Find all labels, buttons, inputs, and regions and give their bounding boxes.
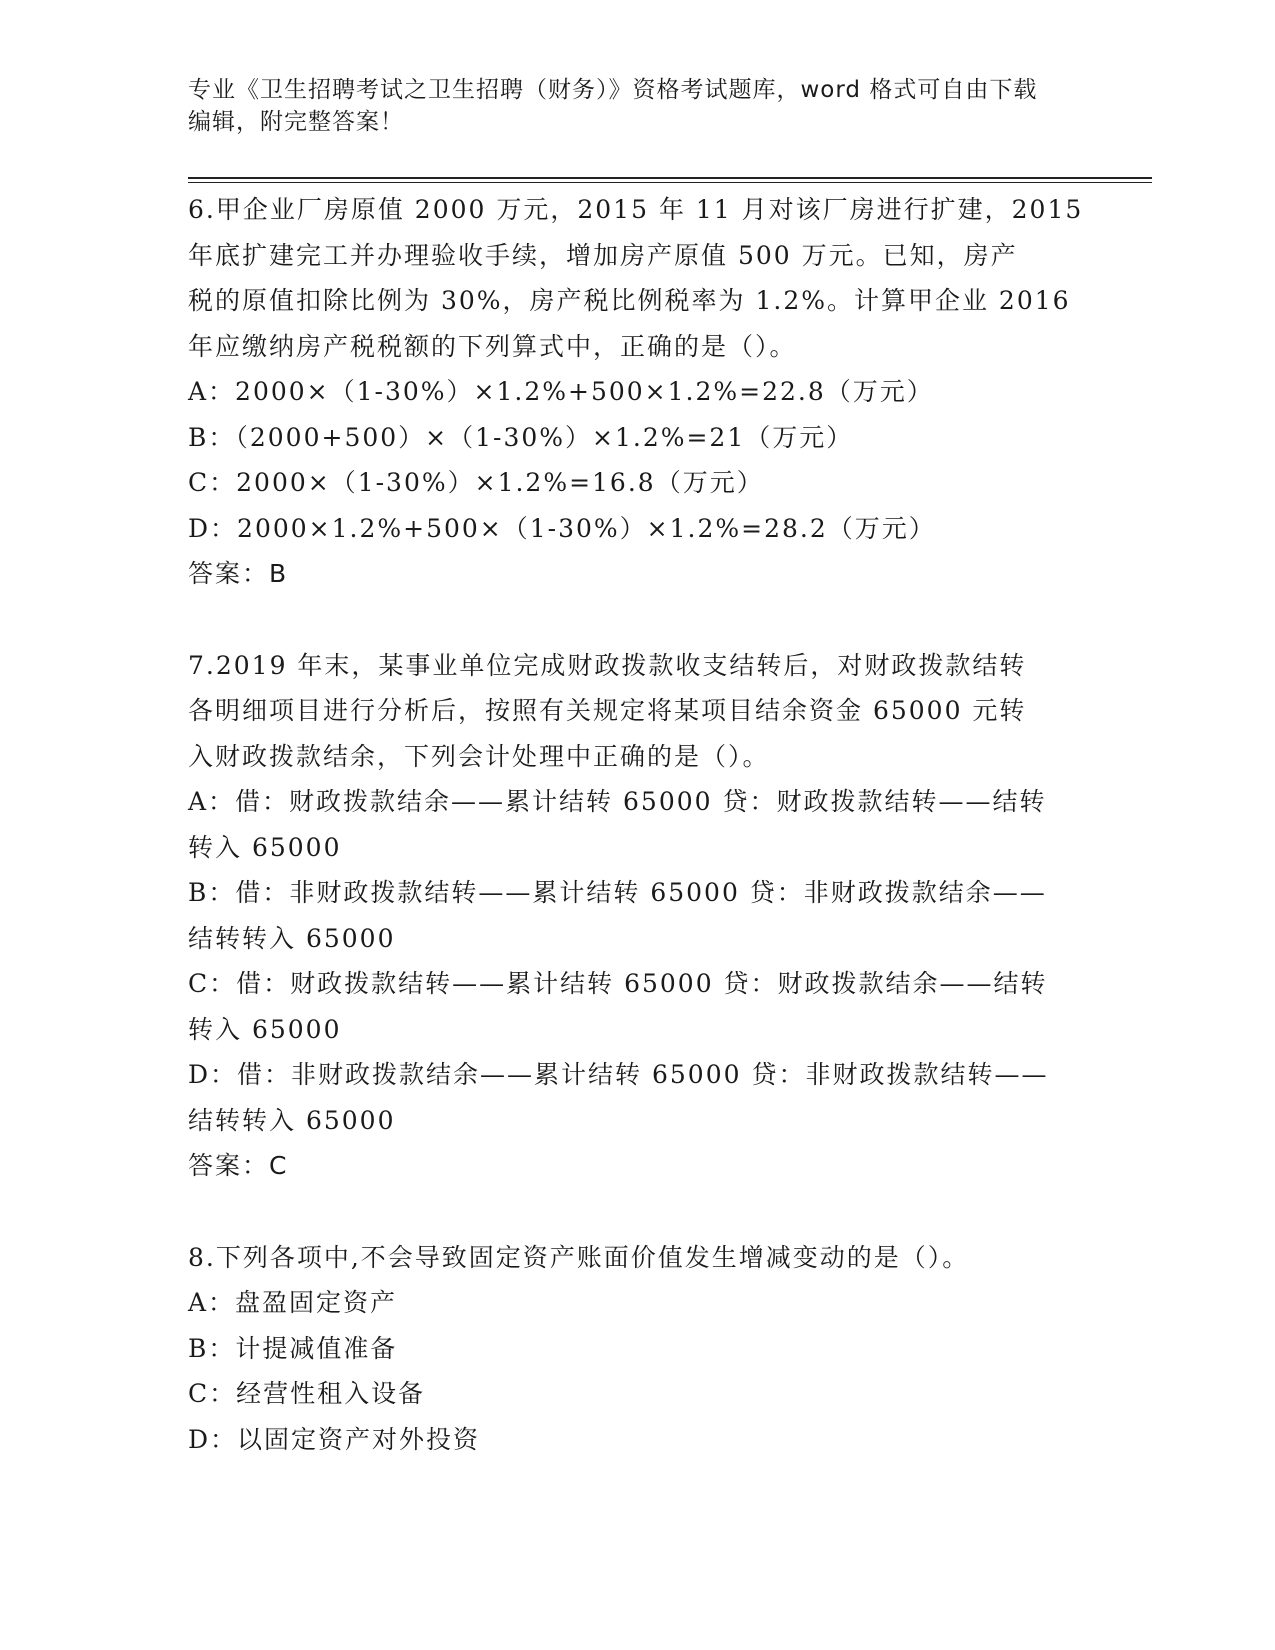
option-b: B：计提减值准备	[188, 1333, 398, 1363]
question-stem-line: 入财政拨款结余，下列会计处理中正确的是（）。	[188, 741, 770, 771]
question-stem-line: 年应缴纳房产税税额的下列算式中，正确的是（）。	[188, 331, 797, 361]
answer-label: 答案：C	[188, 1151, 289, 1180]
option-b-continued: 结转转入 65000	[188, 923, 396, 953]
question-6	[188, 187, 1084, 597]
header-divider-thick	[188, 177, 1152, 179]
option-a: A：2000×（1-30%）×1.2%+500×1.2%=22.8（万元）	[188, 377, 934, 406]
header-line: 专业《卫生招聘考试之卫生招聘（财务）》资格考试题库，word 格式可自由下载	[188, 77, 1038, 103]
option-d-continued: 结转转入 65000	[188, 1105, 396, 1135]
question-stem-line: 8.下列各项中,不会导致固定资产账面价值发生增减变动的是（）。	[188, 1242, 970, 1272]
option-b: B：（2000+500）×（1-30%）×1.2%=21（万元）	[188, 422, 854, 452]
option-a: A：借：财政拨款结余——累计结转 65000 贷：财政拨款结转——结转	[188, 787, 1047, 816]
question-list	[188, 187, 1084, 1462]
question-stem-line: 7.2019 年末，某事业单位完成财政拨款收支结转后，对财政拨款结转	[188, 650, 1027, 680]
answer-label: 答案：B	[188, 559, 289, 588]
header-divider-thin	[188, 182, 1152, 183]
option-c: C：借：财政拨款结转——累计结转 65000 贷：财政拨款结余——结转	[188, 969, 1048, 998]
question-7	[188, 643, 1068, 1189]
option-c: C：经营性租入设备	[188, 1379, 426, 1408]
question-stem-line: 各明细项目进行分析后，按照有关规定将某项目结余资金 65000 元转	[188, 696, 1027, 725]
question-stem-line: 税的原值扣除比例为 30%，房产税比例税率为 1.2%。计算甲企业 2016	[188, 286, 1071, 315]
document-header	[188, 74, 1068, 138]
header-line: 编辑，附完整答案！	[188, 109, 404, 135]
option-d: D：借：非财政拨款结余——累计结转 65000 贷：非财政拨款结转——	[188, 1060, 1049, 1089]
question-stem-line: 6.甲企业厂房原值 2000 万元，2015 年 11 月对该厂房进行扩建，2015	[188, 195, 1084, 224]
option-d: D：2000×1.2%+500×（1-30%）×1.2%=28.2（万元）	[188, 513, 936, 543]
option-a: A：盘盈固定资产	[188, 1288, 398, 1317]
option-d: D：以固定资产对外投资	[188, 1424, 481, 1454]
option-c: C：2000×（1-30%）×1.2%=16.8（万元）	[188, 468, 764, 497]
option-a-continued: 转入 65000	[188, 832, 342, 862]
question-8	[188, 1235, 1068, 1463]
option-b: B：借：非财政拨款结转——累计结转 65000 贷：非财政拨款结余——	[188, 878, 1047, 907]
question-stem-line: 年底扩建完工并办理验收手续，增加房产原值 500 万元。已知，房产	[188, 240, 1018, 270]
option-c-continued: 转入 65000	[188, 1014, 342, 1044]
